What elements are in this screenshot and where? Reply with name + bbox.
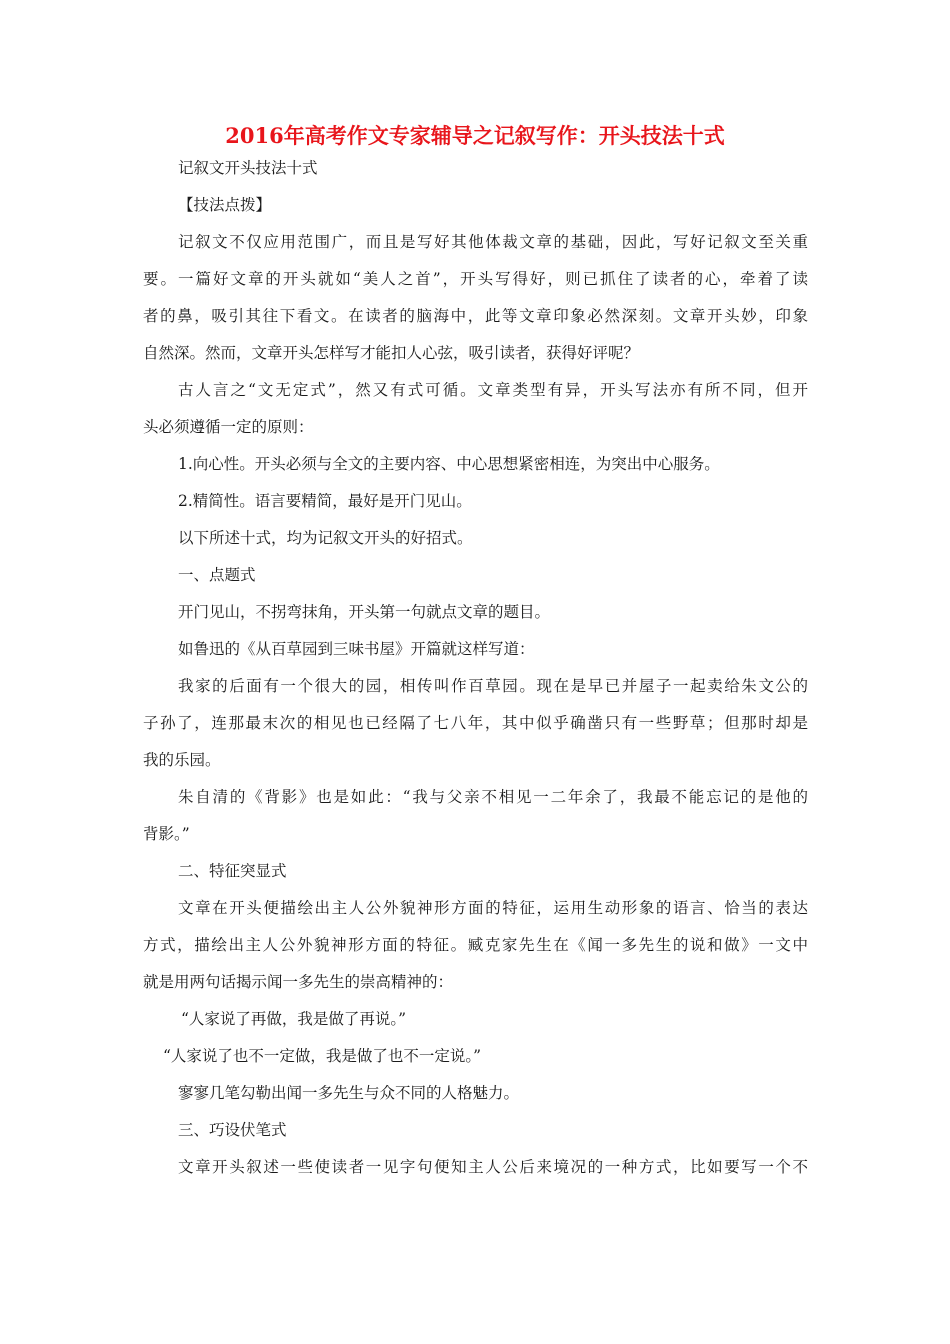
section-heading: 三、巧设伏笔式 xyxy=(178,1121,287,1139)
paragraph-line: 记叙文不仅应用范围广，而且是写好其他体裁文章的基础，因此，写好记叙文至关重 xyxy=(178,233,808,251)
paragraph-line: 文章开头叙述一些使读者一见字句便知主人公后来境况的一种方式，比如要写一个不 xyxy=(178,1158,808,1176)
quote-line: “人家说了再做，我是做了再说。” xyxy=(181,1010,407,1028)
paragraph-line: 自然深。然而，文章开头怎样写才能扣人心弦，吸引读者，获得好评呢？ xyxy=(143,344,640,362)
paragraph-line: 者的鼻，吸引其往下看文。在读者的脑海中，此等文章印象必然深刻。文章开头妙，印象 xyxy=(143,307,808,325)
section-heading: 一、点题式 xyxy=(178,566,256,584)
paragraph-line: 寥寥几笔勾勒出闻一多先生与众不同的人格魅力。 xyxy=(178,1084,520,1102)
paragraph-line: 朱自清的《背影》也是如此：“我与父亲不相见一二年余了，我最不能忘记的是他的 xyxy=(178,788,808,806)
paragraph-line: 开门见山，不拐弯抹角，开头第一句就点文章的题目。 xyxy=(178,603,551,621)
list-item: 1.向心性。开头必须与全文的主要内容、中心思想紧密相连，为突出中心服务。 xyxy=(178,455,720,473)
paragraph-line: 如鲁迅的《从百草园到三味书屋》开篇就这样写道： xyxy=(178,640,535,658)
paragraph-line: 以下所述十式，均为记叙文开头的好招式。 xyxy=(178,529,473,547)
section-heading: 二、特征突显式 xyxy=(178,862,287,880)
paragraph-line: 方式，描绘出主人公外貌神形方面的特征。臧克家先生在《闻一多先生的说和做》一文中 xyxy=(143,936,808,954)
paragraph-line: 要。一篇好文章的开头就如“美人之首”，开头写得好，则已抓住了读者的心，牵着了读 xyxy=(143,270,808,288)
paragraph-line: 就是用两句话揭示闻一多先生的崇高精神的： xyxy=(143,973,454,991)
paragraph-line: 文章在开头便描绘出主人公外貌神形方面的特征，运用生动形象的语言、恰当的表达 xyxy=(178,899,808,917)
paragraph-line: 背影。” xyxy=(143,825,190,843)
paragraph-line: 古人言之“文无定式”，然又有式可循。文章类型有异，开头写法亦有所不同，但开 xyxy=(178,381,808,399)
document-body xyxy=(143,150,808,1186)
paragraph-line: 我的乐园。 xyxy=(143,751,221,769)
list-item: 2.精简性。语言要精简，最好是开门见山。 xyxy=(178,492,472,510)
paragraph-line: 我家的后面有一个很大的园，相传叫作百草园。现在是早已并屋子一起卖给朱文公的 xyxy=(178,677,808,695)
document-title: 2016年高考作文专家辅导之记叙写作：开头技法十式 xyxy=(225,123,725,148)
paragraph-line: 头必须遵循一定的原则： xyxy=(143,418,314,436)
paragraph-line: 子孙了，连那最末次的相见也已经隔了七八年，其中似乎确凿只有一些野草；但那时却是 xyxy=(143,714,808,732)
subtitle-line: 记叙文开头技法十式 xyxy=(178,159,318,177)
section-heading: 【技法点拨】 xyxy=(178,196,272,214)
quote-line: “人家说了也不一定做，我是做了也不一定说。” xyxy=(163,1047,482,1065)
